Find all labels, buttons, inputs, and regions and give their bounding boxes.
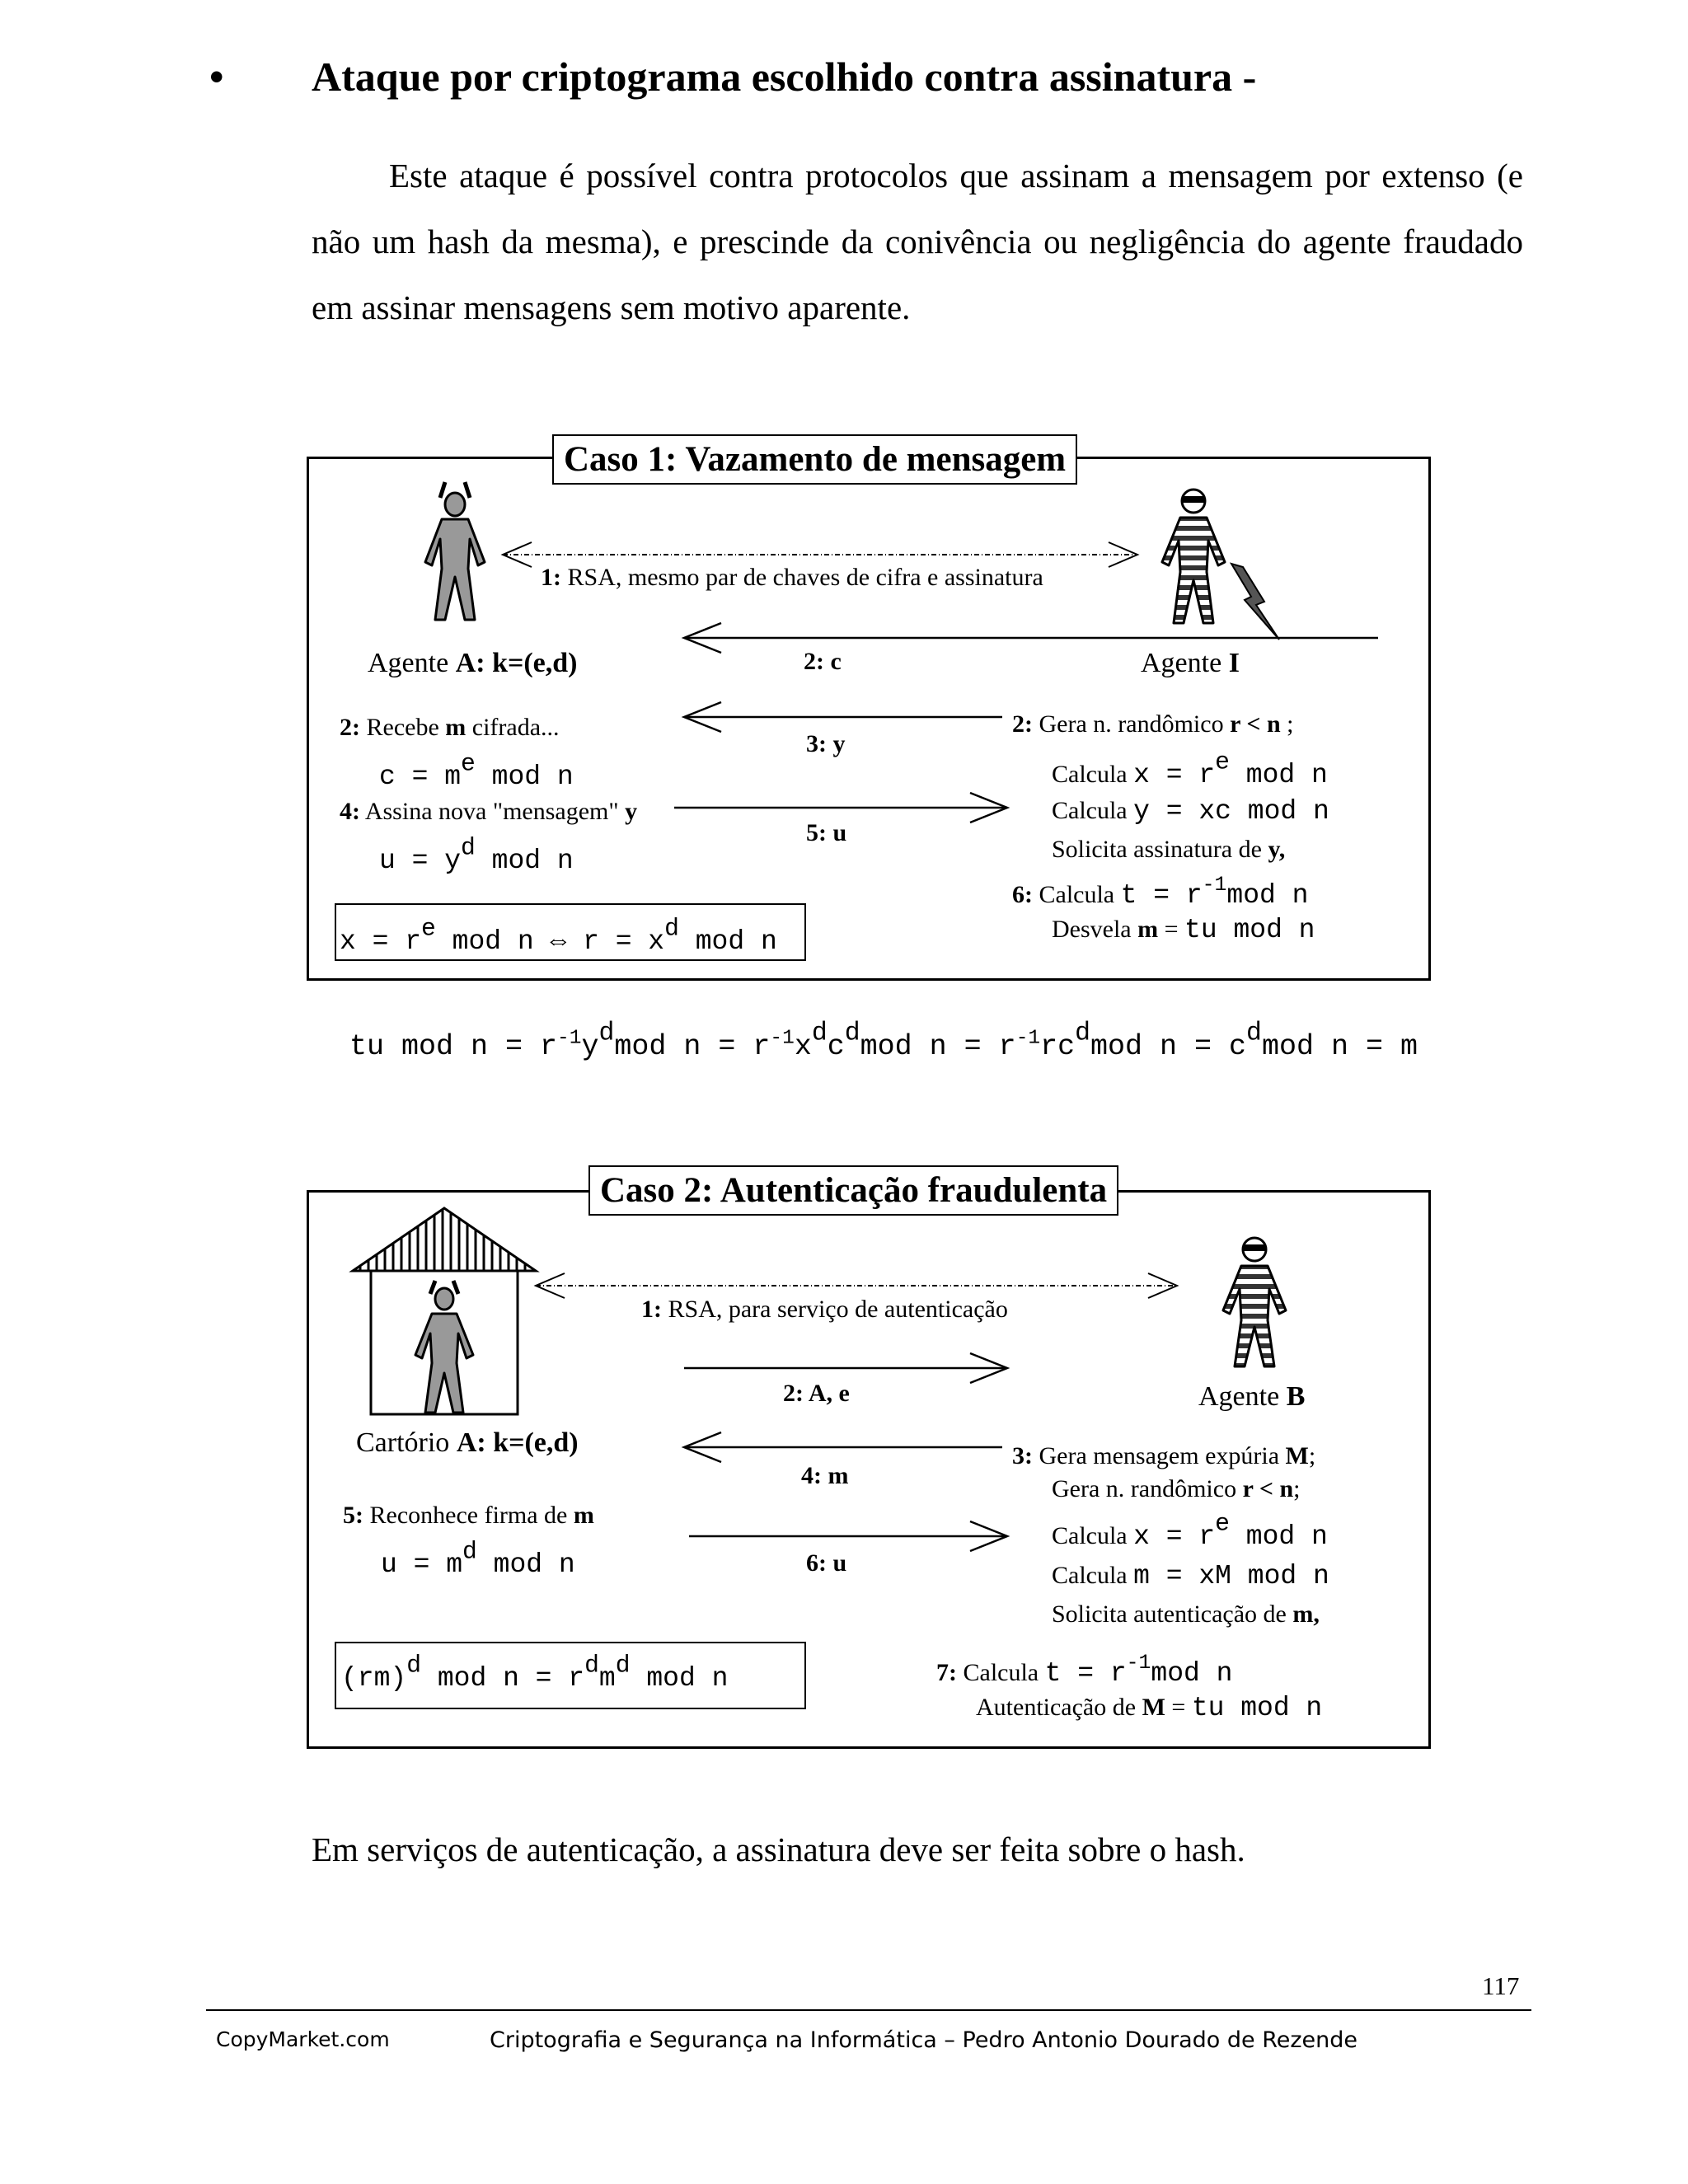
case2-box-formula: (rm)$^d$ mod $n = r^dm^d$ mod n [341,1651,729,1694]
case2-arrow-6-label: 6: u [806,1549,847,1577]
footer-book-title: Criptografia e Segurança na Informática – Pedro Antonio Dourado de Rezende [490,2027,1358,2053]
case1-right-solicit: Solicita assinatura de y, [1052,836,1286,863]
intro-paragraph: Este ataque é possível contra protocolos que assinam a mensagem por extenso (e não um hash da mesma), e prescinde da conivência ou negligência do agente fraudado em assinar mensagens sem motivo aparente. [312,157,1523,326]
footer-rule [206,2009,1531,2011]
arrow-5-label: 5: u [806,819,847,846]
case1-left-step2: 2: Recebe m cifrada... [340,714,560,741]
cartorio-label: Cartório A: k=(e,d) [356,1427,579,1458]
case2-title: Caso 2: Autenticação fraudulenta [588,1165,1118,1216]
case2-right-solicit: Solicita autenticação de m, [1052,1601,1320,1628]
case1-right-unveil: Desvela m = tu mod n [1052,915,1315,945]
derivation-formula: tu mod $n = r^{-1}y^dmod$ $n = r^{-1}x^dc^dmod$ $n = r^{-1}rc^dmod$ $n = c^dmod$ n = m [349,1019,1418,1063]
case1-right-calc-y: Calcula y = xc mod n [1052,796,1329,827]
case1-left-formula-c: $c = m^e$ mod n [379,749,574,792]
case1-title: Caso 1: Vazamento de mensagem [552,434,1077,485]
closing-sentence: Em serviços de autenticação, a assinatura deve ser feita sobre o hash. [312,1830,1245,1868]
case2-left-step5: 5: Reconhece firma de m [343,1502,594,1529]
case1-box-formula: $x = r^e$ mod n ⇔ $r = x^d$ mod n [340,914,777,957]
case2-right-generate: Gera n. randômico r < n; [1052,1475,1301,1502]
case2-arrow-2-label: 2: A, e [783,1380,850,1407]
case2-right-calc-x: Calcula $x = r^e$ mod n [1052,1509,1328,1552]
case1-left-formula-u: $u = y^d$ mod n [379,833,574,876]
case1-right-step2: 2: Gera n. randômico r < n ; [1012,710,1294,738]
arrow-2-label: 2: c [804,648,842,675]
section-heading: Ataque por criptograma escolhido contra assinatura - [312,54,1257,100]
agent-b-label: Agente B [1198,1381,1306,1412]
agent-i-label: Agente I [1141,648,1240,678]
case2-right-step7: 7: Calcula $t = r^{-1}mod$ n [936,1652,1233,1689]
case2-right-step3: 3: Gera mensagem expúria M; [1012,1442,1316,1469]
case1-step1-label: 1: RSA, mesmo par de chaves de cifra e assinatura [541,564,1043,591]
arrow-3-label: 3: y [806,730,846,757]
page-number: 117 [1482,1971,1520,2000]
case2-step1-label: 1: RSA, para serviço de autenticação [641,1296,1008,1323]
case1-right-step6: 6: Calcula $t = r^{-1}mod$ n [1012,874,1309,911]
case2-left-formula-u: $u = m^d$ mod n [381,1537,575,1580]
case1-right-calc-x: Calcula $x = r^e$ mod n [1052,748,1328,790]
bullet: • [209,54,224,100]
case1-left-step4: 4: Assina nova "mensagem" y [340,798,638,825]
case2-right-authentication: Autenticação de M = tu mod n [976,1693,1323,1723]
footer-publisher: CopyMarket.com [216,2027,390,2051]
agent-a-label: Agente A: k=(e,d) [368,648,578,678]
case2-arrow-4-label: 4: m [801,1462,849,1489]
case2-right-calc-m: Calcula m = xM mod n [1052,1561,1329,1591]
